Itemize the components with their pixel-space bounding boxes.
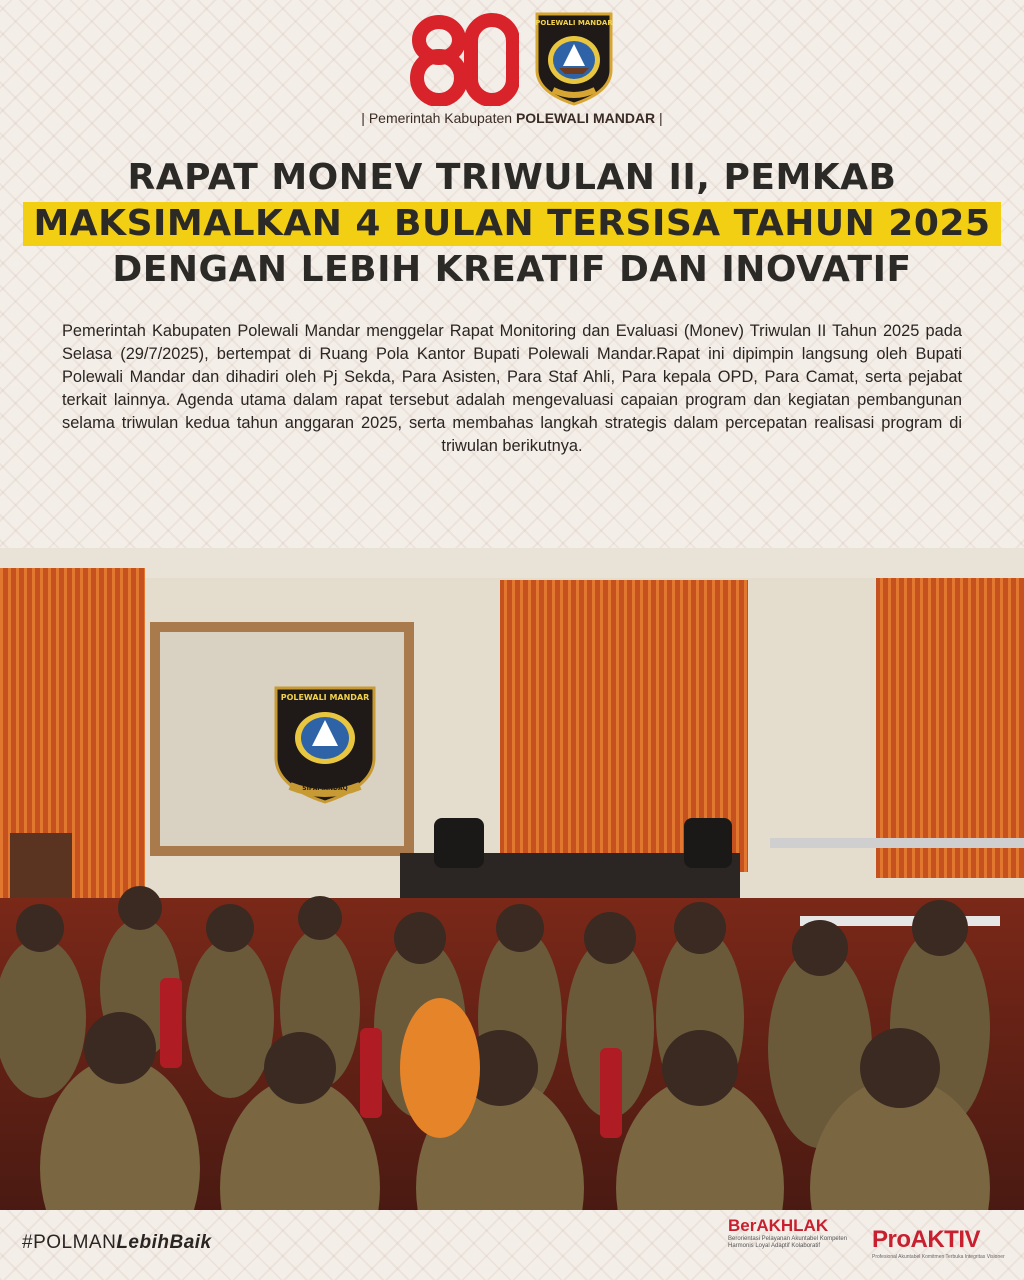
- anniversary-80-logo: [409, 10, 519, 106]
- headline-line-1: RAPAT MONEV TRIWULAN II, PEMKAB: [127, 157, 897, 198]
- headline: [0, 155, 1024, 293]
- article-paragraph: Pemerintah Kabupaten Polewali Mandar menggelar Rapat Monitoring dan Evaluasi (Monev) Triwulan II Tahun 2025 pada Selasa (29/7/2025), bertempat di Ruang Pola Kantor Bupati Polewali Mandar.Rapat ini dipimpin langsung oleh Bupati Polewali Mandar dan dihadiri oleh Pj Sekda, Para Asisten, Para Staf Ahli, Para kepala OPD, Para Camat, serta pejabat terkait lainnya. Agenda utama dalam rapat tersebut adalah mengevaluasi capaian program dan kegiatan pembangunan selama triwulan kedua tahun anggaran 2025, serta membahas langkah strategis dalam percepatan realisasi program di triwulan berikutnya.: [62, 322, 962, 455]
- proaktiv-logo: [872, 1226, 1012, 1266]
- hashtag-prefix: #POLMAN: [22, 1232, 117, 1253]
- meeting-room-illustration: [0, 548, 1024, 1210]
- crest-banner-text: POLEWALI MANDAR: [535, 19, 613, 27]
- headline-line-3: DENGAN LEBIH KREATIF DAN INOVATIF: [112, 249, 912, 290]
- hashtag: [22, 1232, 212, 1254]
- berakhlak-name: BerAKHLAK: [728, 1216, 829, 1235]
- gov-prefix: | Pemerintah Kabupaten: [361, 110, 516, 126]
- gov-name: POLEWALI MANDAR: [515, 110, 656, 126]
- header-logos: [0, 8, 1024, 108]
- polewali-mandar-crest-icon: [533, 10, 615, 106]
- meeting-photo: [0, 548, 1024, 1210]
- berakhlak-tagline: Berorientasi Pelayanan Akuntabel Kompeten Harmonis Loyal Adaptif Kolaboratif: [728, 1236, 848, 1249]
- government-line: [0, 110, 1024, 126]
- headline-line-2-highlight: MAKSIMALKAN 4 BULAN TERSISA TAHUN 2025: [23, 202, 1000, 246]
- wall-crest-icon: [276, 688, 374, 802]
- wall-crest-motto: SIPAMANDAQ: [302, 785, 348, 792]
- gov-suffix: |: [655, 110, 663, 126]
- wall-crest-banner: POLEWALI MANDAR: [280, 693, 370, 702]
- berakhlak-logo: [728, 1216, 858, 1266]
- proaktiv-tagline: Profesional Akuntabel Komitmen Terbuka Integritas Visioner: [872, 1254, 1005, 1260]
- hashtag-emphasis: LebihBaik: [116, 1232, 212, 1253]
- proaktiv-name: ProAKTIV: [872, 1226, 981, 1253]
